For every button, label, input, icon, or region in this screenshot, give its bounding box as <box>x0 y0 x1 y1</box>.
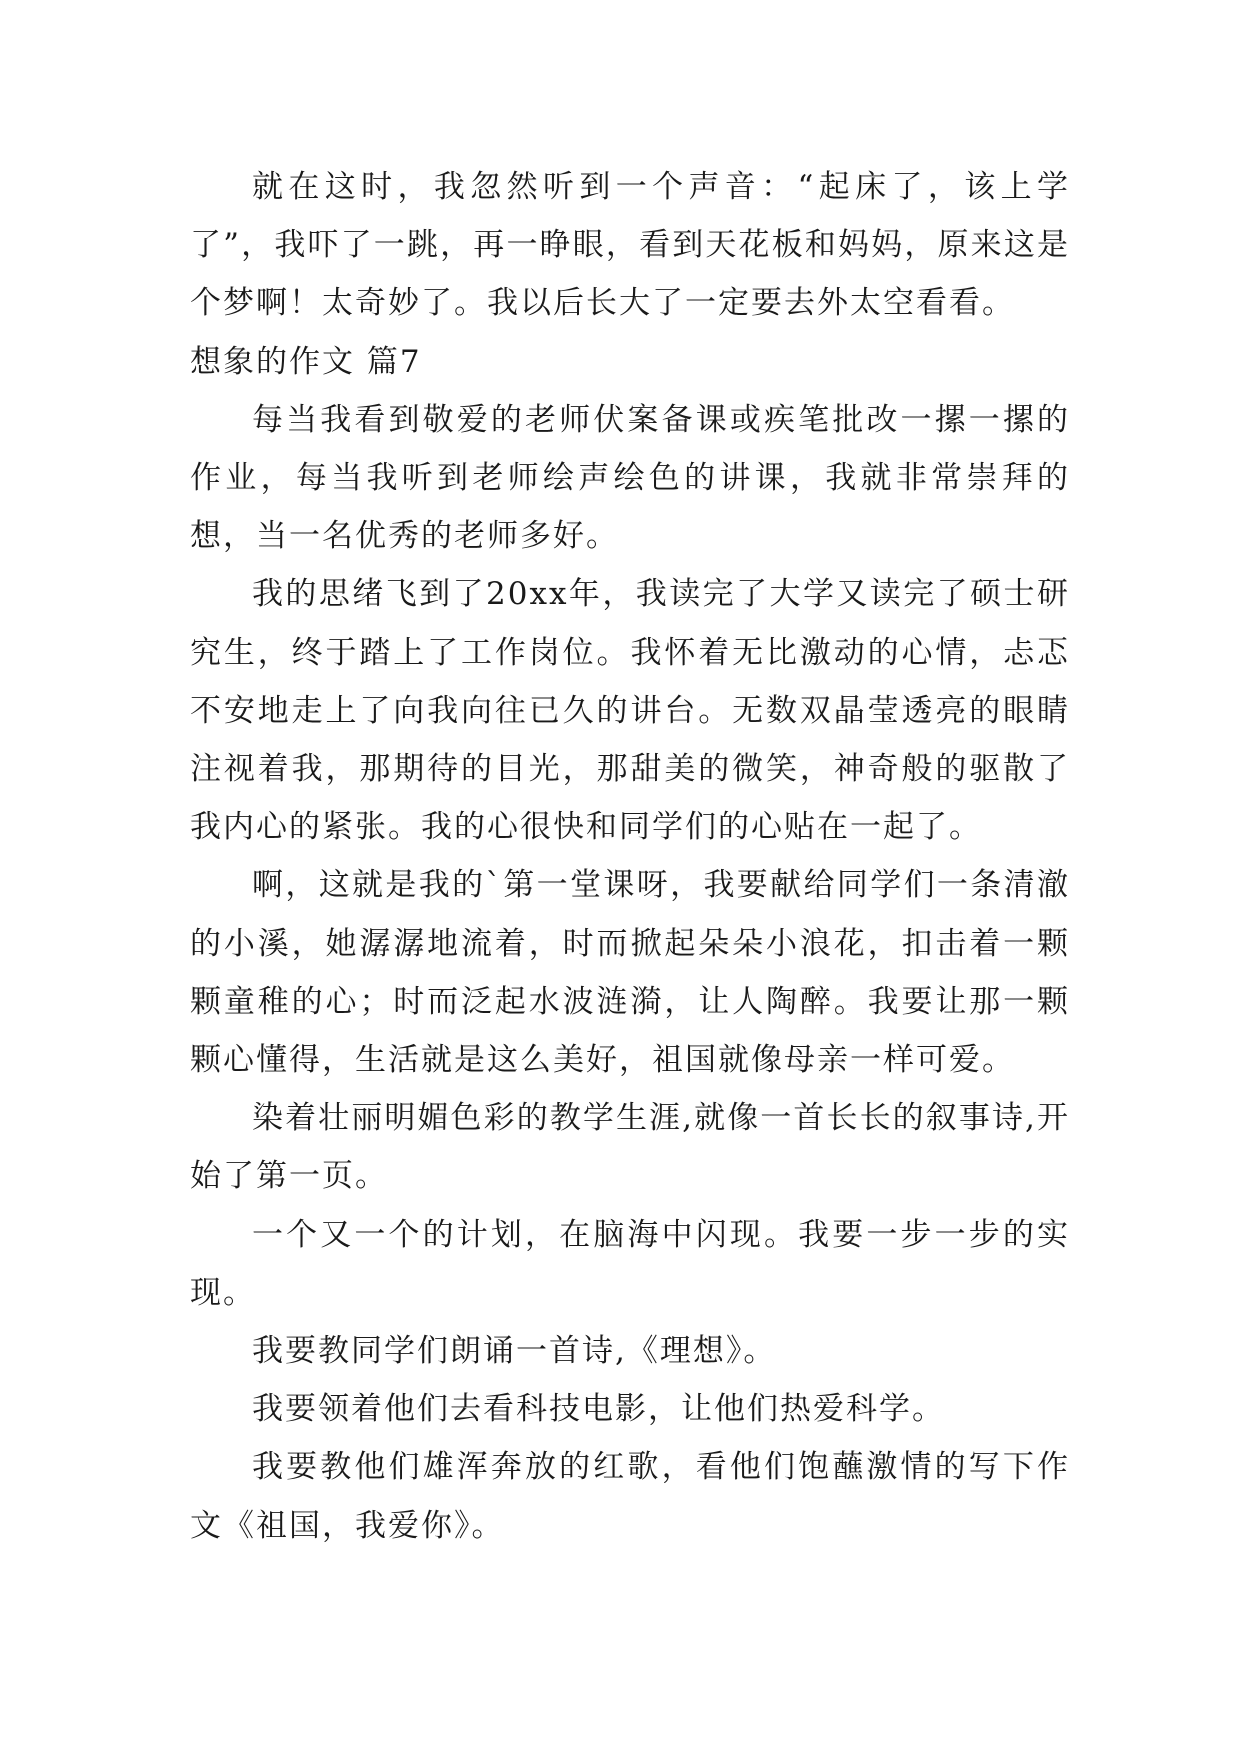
paragraph-science-film: 我要领着他们去看科技电影，让他们热爱科学。 <box>252 1391 945 1428</box>
paragraph-future-career: 我的思绪飞到了20xx年，我读完了大学又读完了硕士研究生，终于踏上了工作岗位。我怀着无比激动的心情，忐忑不安地走上了向我向往已久的讲台。无数双晶莹透亮的眼睛注视着我，那期待的目光，那甜美的微笑，神奇般的驱散了我内心的紧张。我的心很快和同学们的心贴在一起了。 <box>190 576 1070 846</box>
section-heading: 想象的作文 篇7 <box>190 343 422 380</box>
paragraph-teacher-admiration: 每当我看到敬爱的老师伏案备课或疾笔批改一摞一摞的作业，每当我听到老师绘声绘色的讲课，我就非常崇拜的想，当一名优秀的老师多好。 <box>190 401 1070 555</box>
document-body <box>190 158 1070 1555</box>
paragraph-teaching-career: 染着壮丽明媚色彩的教学生涯,就像一首长长的叙事诗,开始了第一页。 <box>190 1100 1070 1195</box>
paragraph-first-lesson: 啊，这就是我的`第一堂课呀，我要献给同学们一条清澈的小溪，她潺潺地流着，时而掀起朵朵小浪花，扣击着一颗颗童稚的心；时而泛起水波涟漪，让人陶醉。我要让那一颗颗心懂得，生活就是这么美好，祖国就像母亲一样可爱。 <box>190 867 1070 1079</box>
paragraph-plans: 一个又一个的计划，在脑海中闪现。我要一步一步的实现。 <box>190 1216 1070 1311</box>
paragraph-dream-ending: 就在这时，我忽然听到一个声音：“起床了，该上学了”，我吓了一跳，再一睁眼，看到天花板和妈妈，原来这是个梦啊！太奇妙了。我以后长大了一定要去外太空看看。 <box>190 169 1070 322</box>
paragraph-poem: 我要教同学们朗诵一首诗,《理想》。 <box>252 1333 777 1370</box>
paragraph-red-songs: 我要教他们雄浑奔放的红歌，看他们饱蘸激情的写下作文《祖国，我爱你》。 <box>190 1449 1070 1544</box>
